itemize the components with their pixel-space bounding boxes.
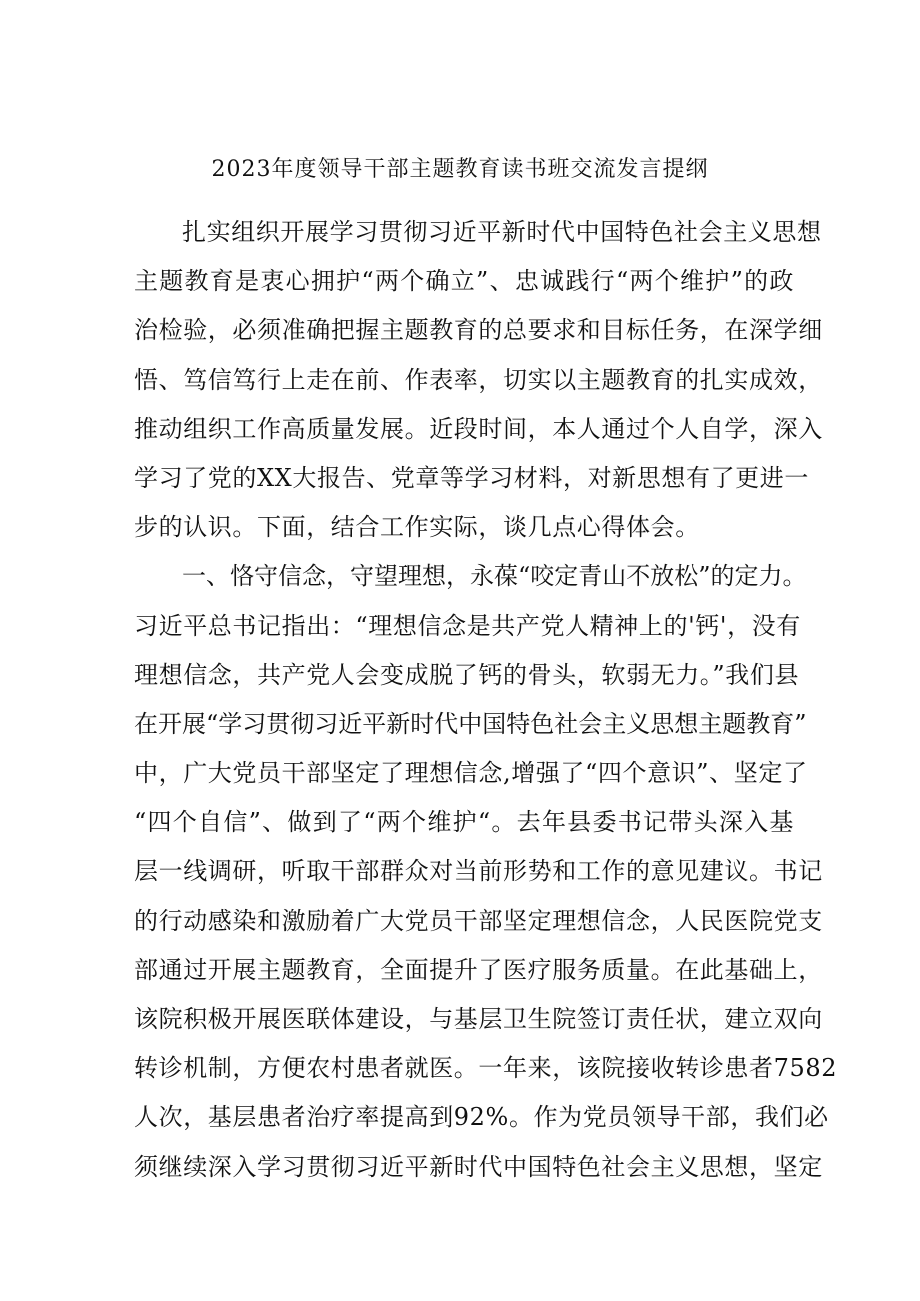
paragraph-section-one [134,552,838,1191]
text-line: 悟、笃信笃行上走在前、作表率，切实以主题教育的扎实成效， [134,365,823,394]
text-line: 的行动感染和激励着广大党员干部坚定理想信念，人民医院党支 [134,906,823,935]
document-body [134,208,838,1192]
text-line: 习近平总书记指出：“理想信念是共产党人精神上的'钙'，没有 [134,611,801,640]
paragraph-intro [134,208,823,552]
text-line: 学习了党的XX大报告、党章等学习材料，对新思想有了更进一 [134,463,809,492]
text-line: 理想信念，共产党人会变成脱了钙的骨头，软弱无力。”我们县 [134,660,800,689]
text-line: 步的认识。下面，结合工作实际，谈几点心得体会。 [134,513,700,542]
text-line: 须继续深入学习贯彻习近平新时代中国特色社会主义思想，坚定 [134,1152,823,1181]
text-line: 该院积极开展医联体建设，与基层卫生院签订责任状，建立双向 [134,1005,823,1033]
text-line: 主题教育是衷心拥护“两个确立”、忠诚践行“两个维护”的政 [134,267,794,296]
text-line: “四个自信”、做到了“两个维护“。去年县委书记带头深入基 [134,808,794,837]
text-line: 部通过开展主题教育，全面提升了医疗服务质量。在此基础上， [134,955,823,984]
text-line: 在开展“学习贯彻习近平新时代中国特色社会主义思想主题教育” [134,709,807,738]
document-title: 2023年度领导干部主题教育读书班交流发言提纲 [211,157,709,182]
text-line: 治检验，必须准确把握主题教育的总要求和目标任务，在深学细 [134,316,823,345]
text-line: 人次，基层患者治疗率提高到92%。作为党员领导干部，我们必 [134,1103,829,1132]
text-line: 扎实组织开展学习贯彻习近平新时代中国特色社会主义思想 [182,218,822,246]
text-line: 推动组织工作高质量发展。近段时间，本人通过个人自学，深入 [134,414,823,443]
text-line: 转诊机制，方便农村患者就医。一年来，该院接收转诊患者7582 [134,1054,838,1083]
text-line: 中，广大党员干部坚定了理想信念,增强了“四个意识”、坚定了 [134,759,808,788]
text-line: 层一线调研，听取干部群众对当前形势和工作的意见建议。书记 [134,857,823,886]
section-heading-line: 一、恪守信念，守望理想，永葆“咬定青山不放松”的定力。 [182,562,807,591]
